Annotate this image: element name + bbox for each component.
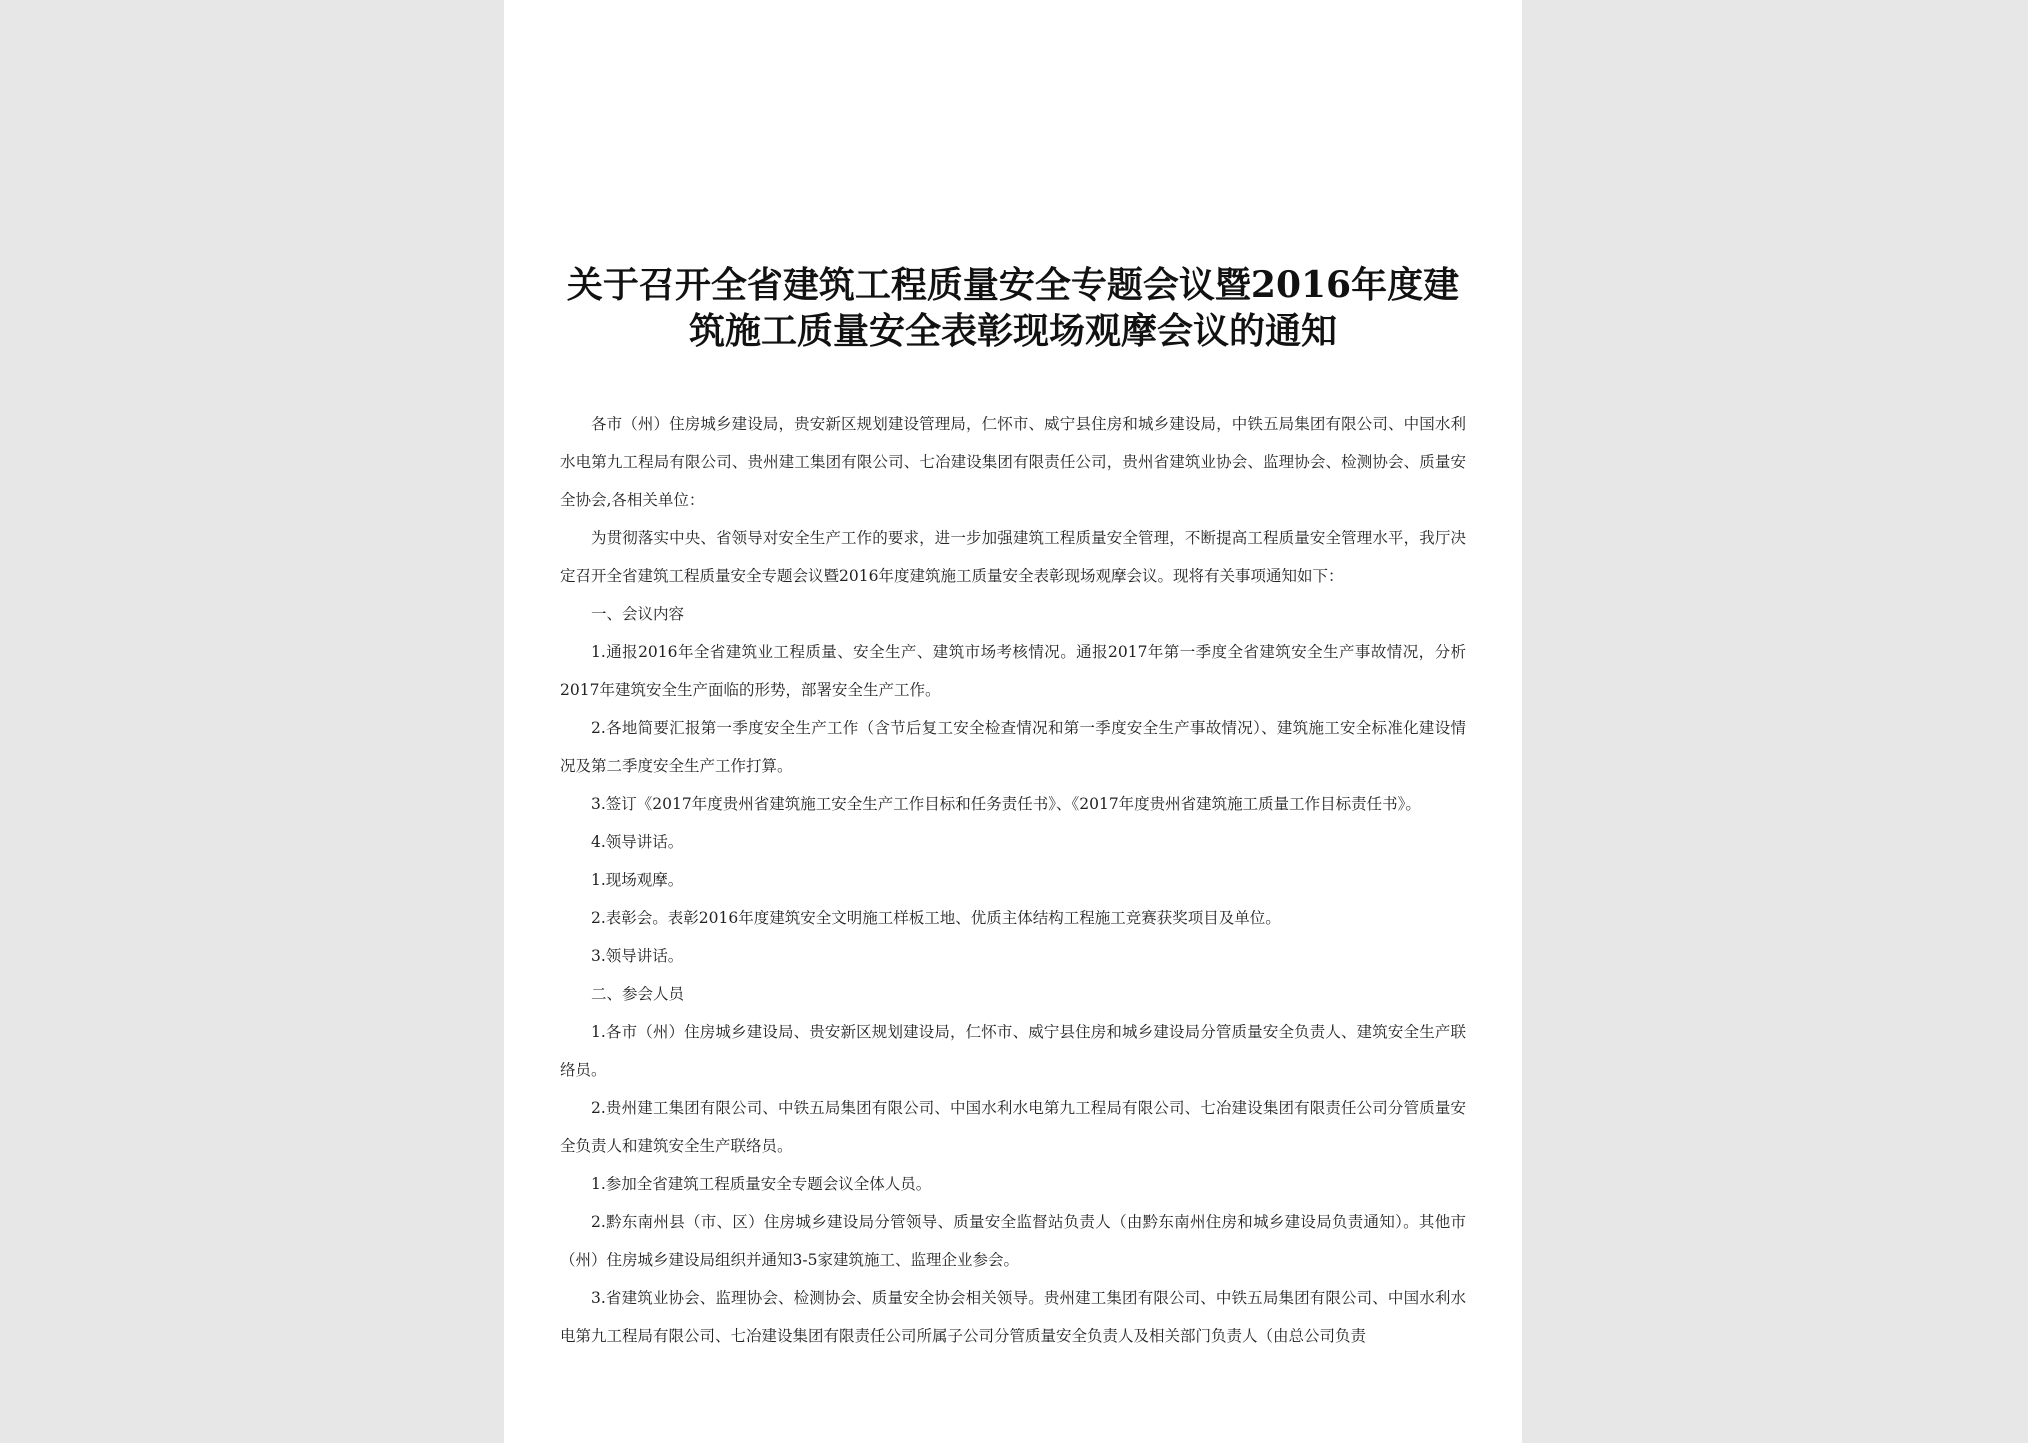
title-line: 筑施工质量安全表彰现场观摩会议的通知: [688, 310, 1337, 352]
addressee-paragraph: 各市（州）住房城乡建设局，贵安新区规划建设管理局，仁怀市、威宁县住房和城乡建设局，中铁五局集团有限公司、中国水利水电第九工程局有限公司、贵州建工集团有限公司、七冶建设集团有限责任公司，贵州省建筑业协会、监理协会、检测协会、质量安全协会,各相关单位：: [560, 415, 1466, 509]
intro-paragraph: 为贯彻落实中央、省领导对安全生产工作的要求，进一步加强建筑工程质量安全管理，不断提高工程质量安全管理水平，我厅决定召开全省建筑工程质量安全专题会议暨2016年度建筑施工质量安全表彰现场观摩会议。现将有关事项通知如下：: [560, 529, 1466, 585]
list-item: 1.现场观摩。: [591, 871, 684, 889]
list-item: 3.省建筑业协会、监理协会、检测协会、质量安全协会相关领导。贵州建工集团有限公司、中铁五局集团有限公司、中国水利水电第九工程局有限公司、七冶建设集团有限责任公司所属子公司分管质量安全负责人及相关部门负责人（由总公司负责: [560, 1289, 1466, 1345]
list-item: 2.贵州建工集团有限公司、中铁五局集团有限公司、中国水利水电第九工程局有限公司、七冶建设集团有限责任公司分管质量安全负责人和建筑安全生产联络员。: [560, 1099, 1466, 1155]
section-heading: 二、参会人员: [591, 985, 685, 1003]
list-item: 2.表彰会。表彰2016年度建筑安全文明施工样板工地、优质主体结构工程施工竞赛获奖项目及单位。: [591, 909, 1281, 927]
list-item: 1.各市（州）住房城乡建设局、贵安新区规划建设局，仁怀市、威宁县住房和城乡建设局分管质量安全负责人、建筑安全生产联络员。: [560, 1023, 1466, 1079]
title-line: 关于召开全省建筑工程质量安全专题会议暨2016年度建: [566, 264, 1460, 306]
document-title: [504, 262, 1522, 354]
document-body: [560, 405, 1466, 1355]
list-item: 1.通报2016年全省建筑业工程质量、安全生产、建筑市场考核情况。通报2017年第一季度全省建筑安全生产事故情况，分析2017年建筑安全生产面临的形势，部署安全生产工作。: [560, 643, 1466, 699]
list-item: 3.签订《2017年度贵州省建筑施工安全生产工作目标和任务责任书》、《2017年度贵州省建筑施工质量工作目标责任书》。: [591, 795, 1421, 813]
document-page: [504, 0, 1522, 1443]
list-item: 4.领导讲话。: [591, 833, 684, 851]
list-item: 2.黔东南州县（市、区）住房城乡建设局分管领导、质量安全监督站负责人（由黔东南州住房和城乡建设局负责通知）。其他市（州）住房城乡建设局组织并通知3-5家建筑施工、监理企业参会。: [560, 1213, 1466, 1269]
list-item: 3.领导讲话。: [591, 947, 684, 965]
list-item: 1.参加全省建筑工程质量安全专题会议全体人员。: [591, 1175, 932, 1193]
section-heading: 一、会议内容: [591, 605, 685, 623]
list-item: 2.各地简要汇报第一季度安全生产工作（含节后复工安全检查情况和第一季度安全生产事故情况）、建筑施工安全标准化建设情况及第二季度安全生产工作打算。: [560, 719, 1466, 775]
